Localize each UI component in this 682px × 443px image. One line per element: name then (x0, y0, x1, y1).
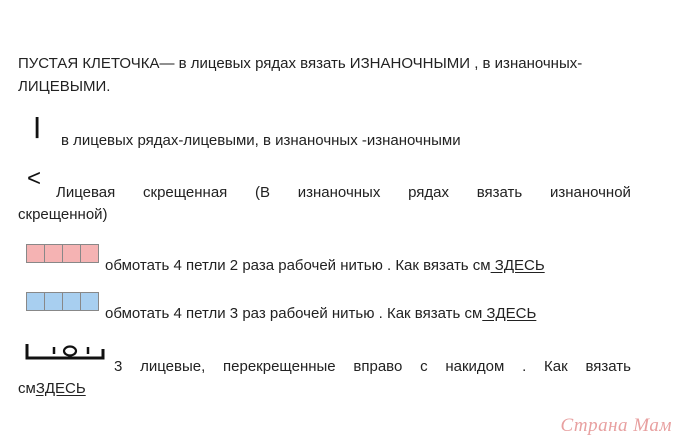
word: . (522, 358, 527, 375)
crossed-knit-line-2: скрещенной) (18, 206, 108, 223)
word: вязать (585, 358, 631, 375)
empty-cell-line-1: ПУСТАЯ КЛЕТОЧКА— в лицевых рядах вязать ИЗНАНОЧНЫМИ , в изнаночных- (18, 55, 583, 72)
word: (В (255, 184, 271, 201)
three-crossed-link[interactable]: ЗДЕСЬ (35, 380, 86, 397)
word: изнаночной (549, 184, 631, 201)
wrap-4x2-link[interactable]: ЗДЕСЬ (490, 257, 545, 274)
word: Лицевая (56, 184, 116, 201)
knit-symbol-icon: | (34, 113, 41, 138)
word: лицевые, (140, 358, 206, 375)
crossed-knit-description (18, 182, 631, 226)
wrap-4x3-link[interactable]: ЗДЕСЬ (482, 305, 537, 322)
pink-wrap-symbol-icon (26, 244, 99, 263)
knit-description: в лицевых рядах-лицевыми, в изнаночных -изнаночными (61, 132, 461, 149)
word: изнаночных (297, 184, 381, 201)
word: вправо (353, 358, 403, 375)
word: накидом (445, 358, 505, 375)
word: скрещенная (143, 184, 228, 201)
wrap-4x3-description (105, 304, 536, 324)
word: с (420, 358, 428, 375)
crossed-knit-line-1 (18, 182, 631, 204)
wrap-4x2-text: обмотать 4 петли 2 раза рабочей нитью . Как вязать см (105, 257, 491, 274)
word: перекрещенные (223, 358, 336, 375)
word: 3 (114, 358, 123, 375)
three-crossed-line-2 (18, 378, 631, 400)
word: Как (544, 358, 568, 375)
wrap-4x3-text: обмотать 4 петли 3 раз рабочей нитью . Как вязать см (105, 305, 483, 322)
word: рядах (408, 184, 449, 201)
watermark-logo: Страна Мам (560, 415, 672, 436)
three-crossed-description (18, 356, 631, 400)
blue-wrap-symbol-icon (26, 292, 99, 311)
three-crossed-prefix: см (18, 380, 36, 397)
wrap-4x2-description (105, 256, 545, 276)
empty-cell-line-2: ЛИЦЕВЫМИ. (18, 78, 111, 95)
three-crossed-line-1 (18, 356, 631, 378)
crossed-knit-symbol-icon: < (27, 165, 42, 192)
word: вязать (476, 184, 523, 201)
